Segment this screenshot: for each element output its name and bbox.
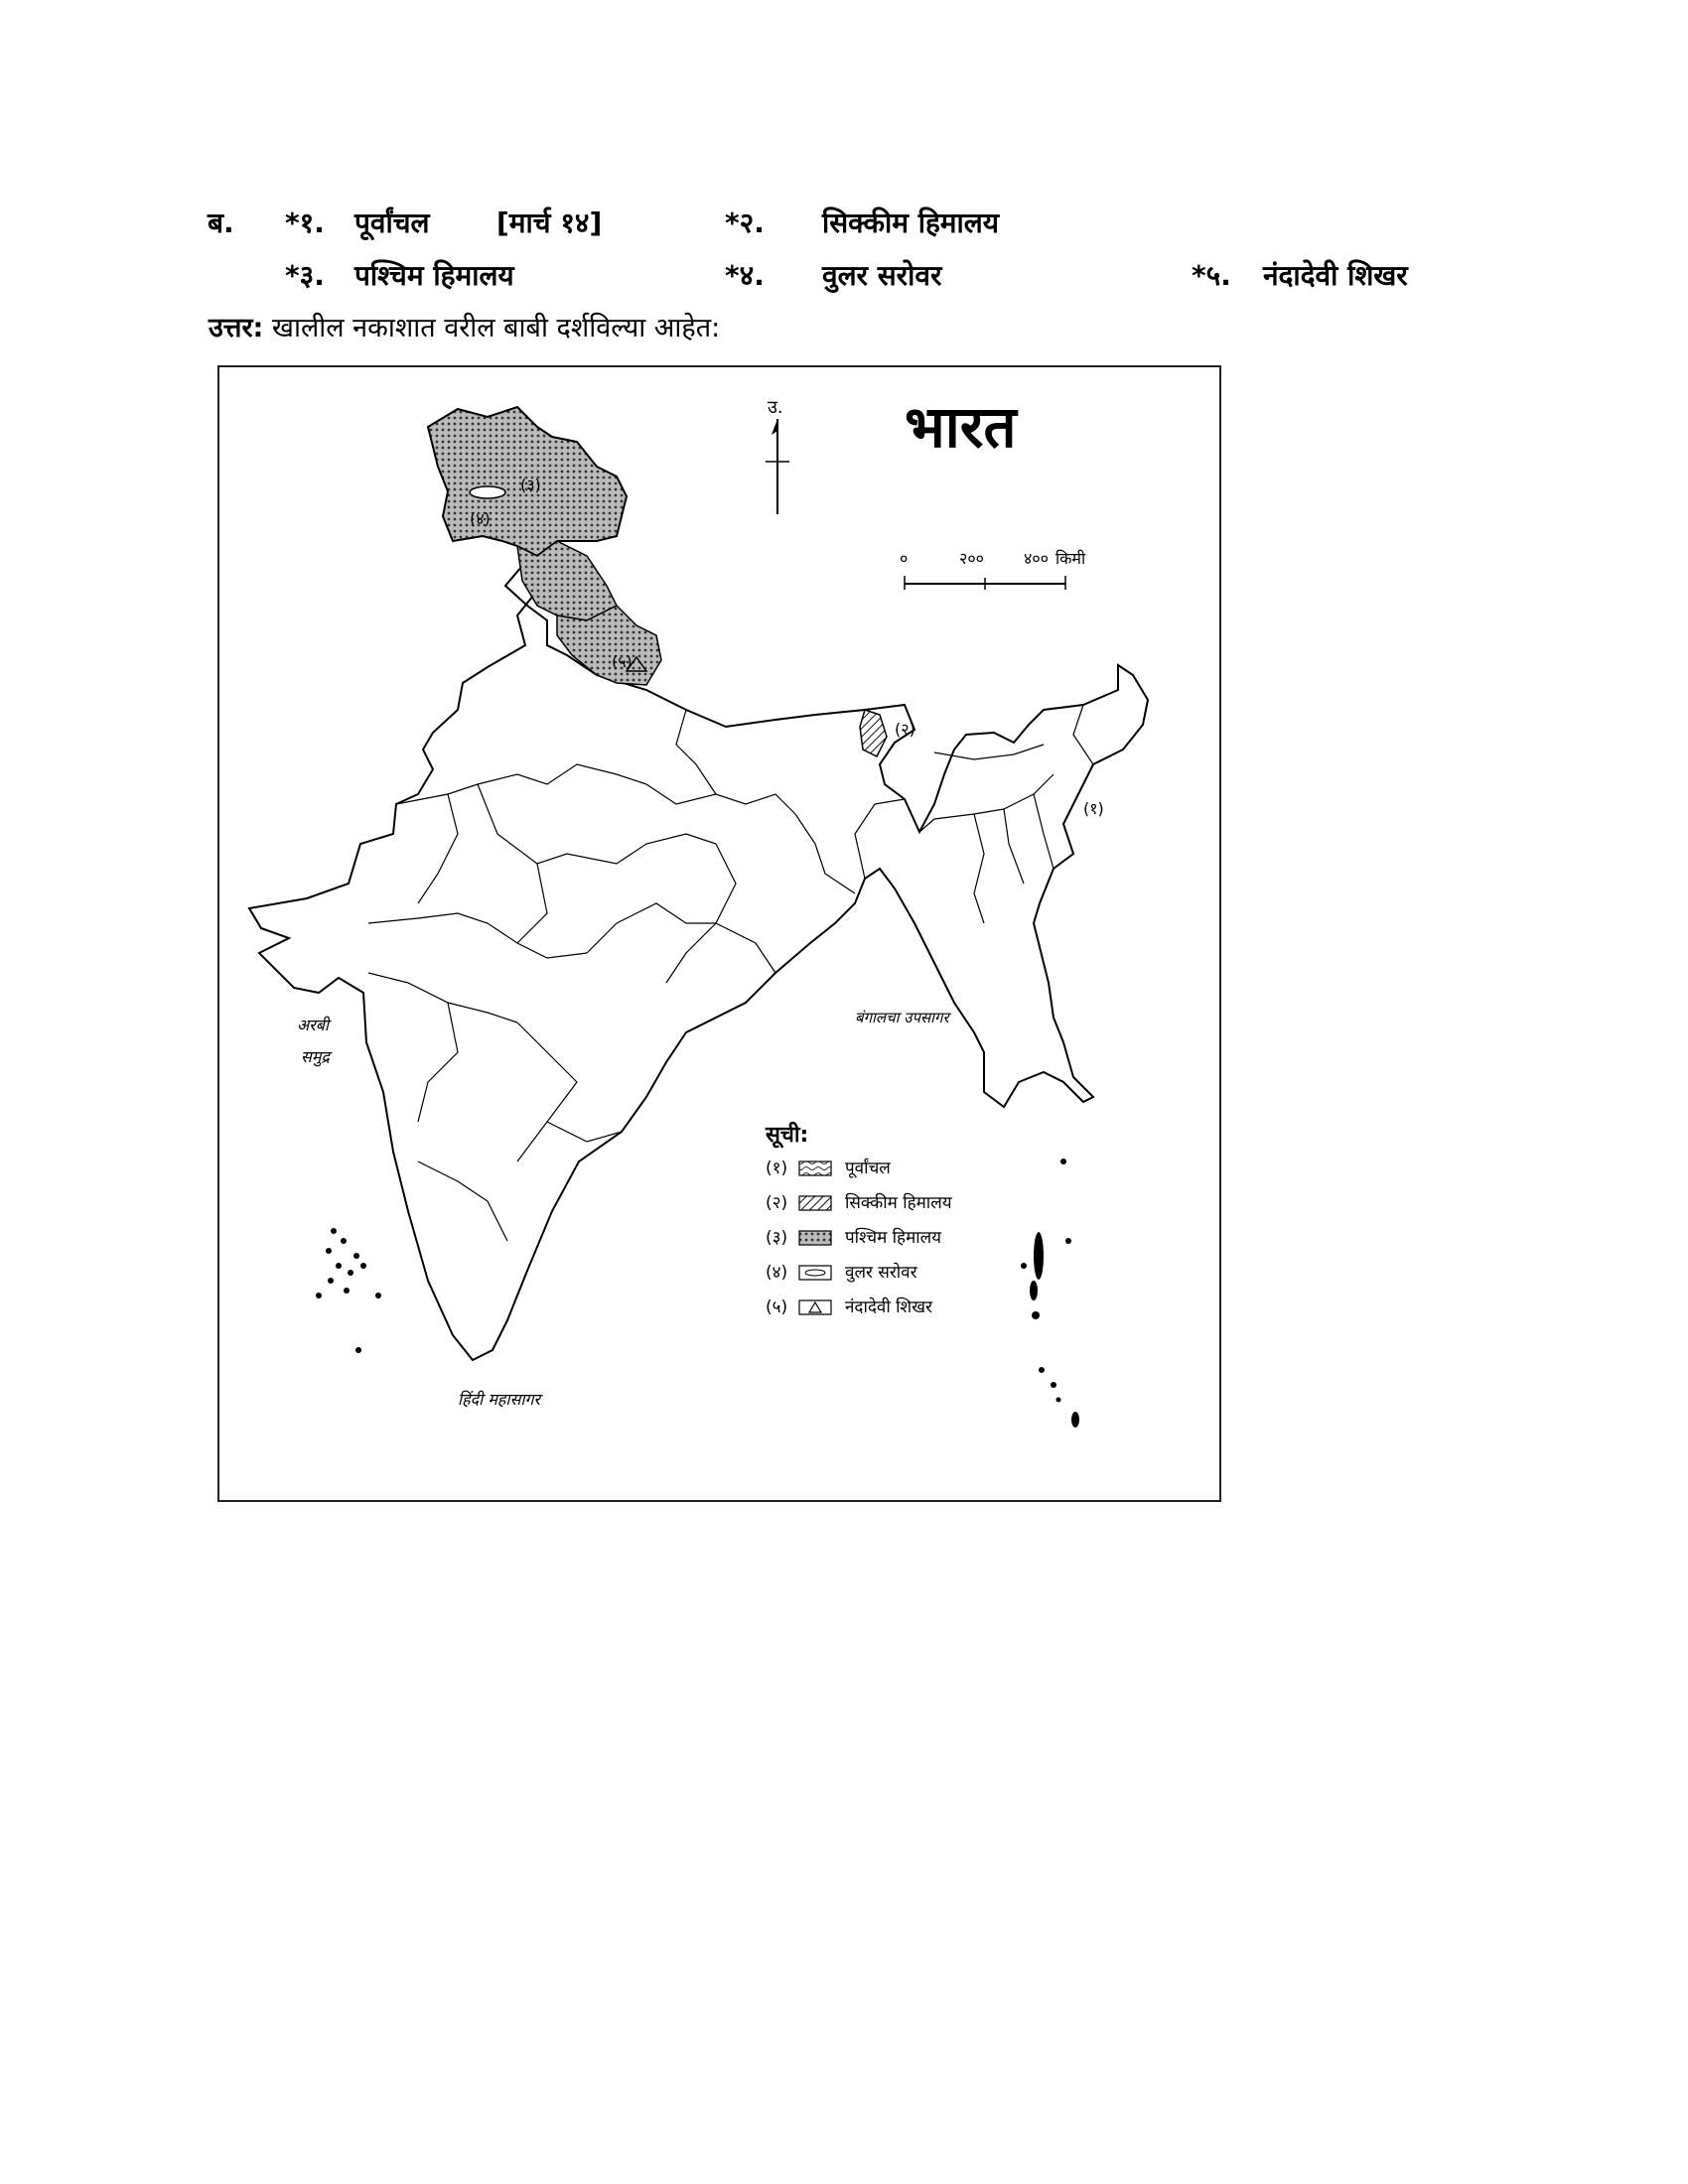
scale-tick-200: २०० (959, 549, 984, 568)
wular-lake-shape (470, 486, 505, 498)
question-4-number: *४. (725, 259, 765, 292)
legend-title: सूची: (766, 1123, 809, 1148)
question-1-number: *१. (285, 206, 325, 239)
legend-1-label: पूर्वांचल (845, 1159, 891, 1178)
dotted-fill-icon (799, 1231, 831, 1245)
question-4-label: वुलर सरोवर (822, 259, 942, 292)
answer-prefix: उत्तर: (209, 313, 264, 343)
question-3-number: *३. (285, 259, 325, 292)
question-5-label: नंदादेवी शिखर (1263, 259, 1408, 292)
north-arrow (766, 397, 789, 514)
question-2-number: *२. (725, 206, 765, 239)
wavy-lines-icon (799, 1161, 831, 1175)
india-map-frame (217, 365, 1221, 1502)
scale-unit: किमी (1055, 549, 1086, 568)
andaman-nicobar-islands (1021, 1159, 1079, 1428)
legend-2-label: सिक्कीम हिमालय (845, 1193, 952, 1213)
legend-3-label: पश्चिम हिमालय (845, 1228, 942, 1248)
lakshadweep-islands (316, 1228, 381, 1353)
marker-5: (५) (612, 652, 633, 671)
legend-2-num: (२) (766, 1193, 788, 1213)
indian-ocean-label: हिंदी महासागर (458, 1390, 541, 1409)
marker-4: (४) (470, 509, 491, 528)
exam-note: [मार्च १४] (496, 206, 603, 239)
india-map (219, 367, 1219, 1500)
marker-2: (२) (895, 720, 915, 739)
arabian-sea-label-2: समुद्र (301, 1047, 330, 1066)
arabian-sea-label-1: अरबी (297, 1016, 330, 1034)
diagonal-hatch-icon (799, 1196, 831, 1210)
legend-4-num: (४) (766, 1263, 788, 1283)
answer-line (209, 308, 720, 344)
legend-3-num: (३) (766, 1228, 788, 1248)
legend-5-num: (५) (766, 1297, 788, 1317)
legend-4-label: वुलर सरोवर (845, 1263, 917, 1283)
question-2-label: सिक्कीम हिमालय (822, 206, 1000, 239)
legend-1-num: (१) (766, 1159, 788, 1178)
scale-bar (900, 549, 1086, 590)
scale-tick-400: ४०० (1024, 549, 1049, 568)
map-title: भारत (905, 393, 1017, 461)
bay-of-bengal-label: बंगालचा उपसागर (855, 1009, 949, 1026)
question-1-label: पूर्वांचल (354, 206, 430, 239)
lake-icon (805, 1270, 825, 1276)
scale-tick-0: ० (900, 549, 909, 568)
question-3-label: पश्चिम हिमालय (354, 259, 514, 292)
question-5-number: *५. (1192, 259, 1231, 292)
answer-text: खालील नकाशात वरील बाबी दर्शविल्या आहेत: (271, 313, 721, 343)
north-label: उ. (768, 397, 783, 418)
marker-1: (१) (1083, 799, 1104, 818)
legend-5-label: नंदादेवी शिखर (845, 1297, 932, 1317)
map-legend (765, 1121, 953, 1317)
section-label: ब. (208, 206, 234, 239)
marker-3: (३) (520, 476, 541, 494)
india-mainland-outline (249, 566, 1148, 1360)
